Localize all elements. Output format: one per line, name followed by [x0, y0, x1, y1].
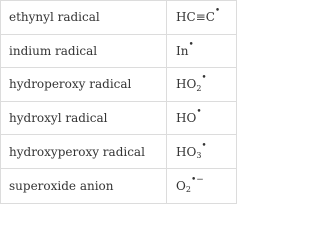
formula-superscript: •: [201, 140, 207, 151]
formula-base: In: [176, 43, 189, 58]
formula-subscript: 2: [185, 185, 191, 195]
chemical-formula: [167, 1, 236, 34]
species-name: hydroxyl radical: [1, 102, 167, 135]
table-row: [1, 135, 236, 169]
formula-superscript: •: [196, 107, 202, 118]
species-name: ethynyl radical: [1, 1, 167, 34]
formula-base: HO: [176, 144, 197, 159]
species-name: superoxide anion: [1, 169, 167, 203]
species-name: indium radical: [1, 35, 167, 68]
formula-base: HO: [176, 111, 197, 126]
chemical-formula: [167, 135, 236, 168]
table-row: [1, 1, 236, 35]
formula-base: HO: [176, 77, 197, 92]
species-name: hydroxyperoxy radical: [1, 135, 167, 168]
table-row: [1, 102, 236, 136]
table-row: [1, 68, 236, 102]
formula-base: HC≡C: [176, 10, 215, 25]
chemical-formula: [167, 102, 236, 135]
formula-base: O: [176, 178, 186, 193]
table-row: [1, 35, 236, 69]
chemical-formula: [167, 169, 236, 203]
formula-superscript: •−: [190, 174, 204, 185]
chemical-formula: [167, 68, 236, 101]
formula-superscript: •: [201, 73, 207, 84]
formula-subscript: 2: [196, 83, 202, 93]
chemical-formula: [167, 35, 236, 68]
table-row: [1, 169, 236, 203]
species-name: hydroperoxy radical: [1, 68, 167, 101]
formula-superscript: •: [214, 6, 221, 17]
formula-superscript: •: [188, 39, 194, 50]
formula-subscript: 3: [196, 151, 202, 161]
